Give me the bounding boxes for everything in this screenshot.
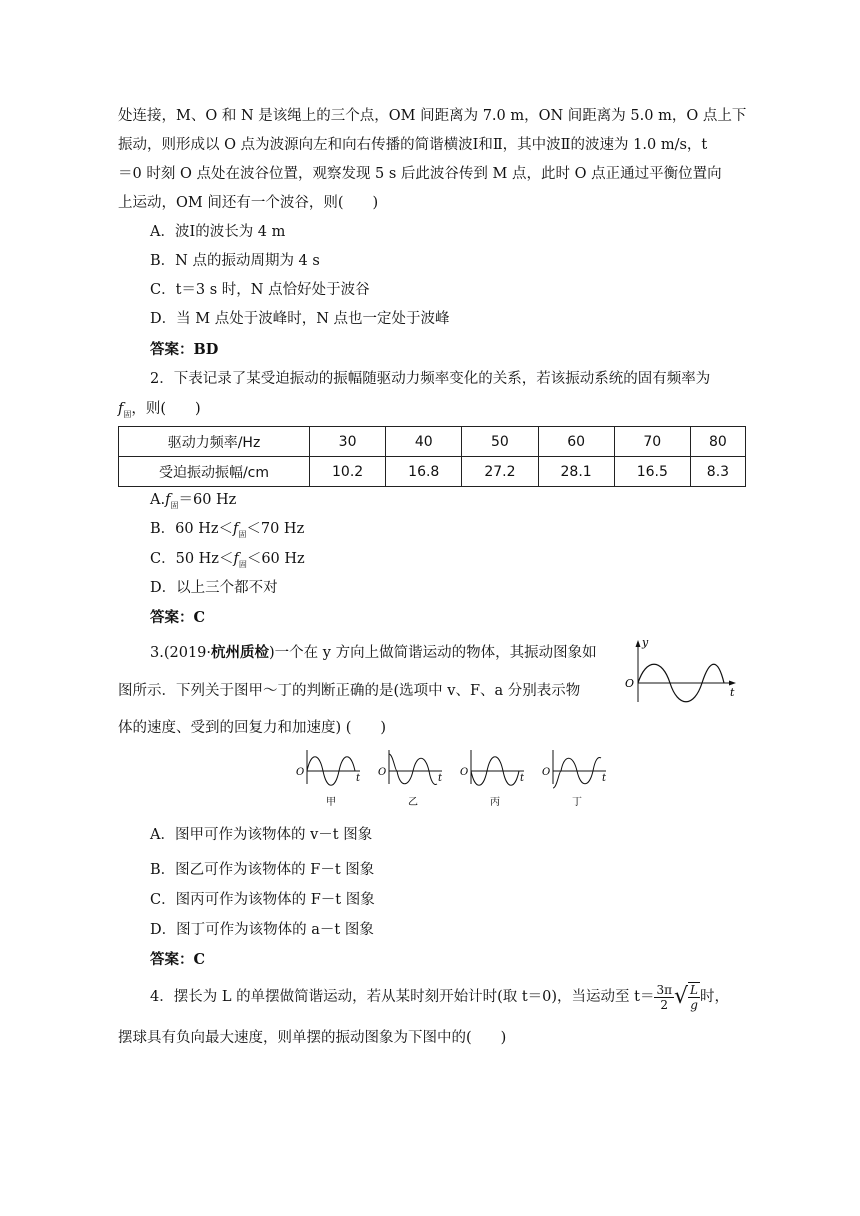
graph-bing bbox=[460, 750, 525, 808]
q3-source: 杭州质检 bbox=[211, 644, 270, 661]
t-axis-label: t bbox=[520, 773, 525, 784]
q2-option-b-label: B．60 Hz＜ bbox=[150, 521, 233, 537]
table-row bbox=[119, 427, 746, 457]
q2-option-a bbox=[150, 490, 236, 516]
fraction bbox=[654, 983, 674, 1012]
curve bbox=[389, 754, 437, 784]
y-axis-label: y bbox=[642, 636, 649, 649]
caption-yi: 乙 bbox=[408, 797, 418, 808]
q1-line-2: 振动，则形成以 O 点为波源向左和向右传播的简谐横波Ⅰ和Ⅱ，其中波Ⅱ的波速为 1.0 m/s，t bbox=[118, 137, 708, 153]
f-symbol: f bbox=[233, 521, 239, 537]
f-symbol: f bbox=[233, 551, 239, 567]
table-header-amplitude: 受迫振动振幅/cm bbox=[119, 457, 310, 487]
table-row bbox=[119, 457, 746, 487]
sqrt-sign: √ bbox=[674, 984, 689, 1009]
table-cell: 50 bbox=[462, 427, 538, 457]
q1-option-a: A．波Ⅰ的波长为 4 m bbox=[150, 224, 286, 240]
q2-option-a-label: A. bbox=[150, 492, 166, 508]
q2-answer: 答案：C bbox=[150, 609, 206, 626]
caption-bing: 丙 bbox=[490, 797, 500, 808]
q2-option-b bbox=[150, 519, 304, 545]
origin-label: O bbox=[296, 767, 305, 778]
t-axis-label: t bbox=[356, 773, 361, 784]
origin-label: O bbox=[542, 767, 551, 778]
f-subscript: 固 bbox=[170, 500, 179, 510]
t-axis-label: t bbox=[438, 773, 443, 784]
table-cell: 8.3 bbox=[690, 457, 745, 487]
q4-line-1-post: 时， bbox=[700, 989, 730, 1005]
table-cell: 28.1 bbox=[538, 457, 614, 487]
q3-line-3: 体的速度、受到的回复力和加速度) ( ) bbox=[118, 720, 387, 736]
q3-line-2: 图所示．下列关于图甲～丁的判断正确的是(选项中 v、F、a 分别表示物 bbox=[118, 683, 581, 699]
origin-label: O bbox=[378, 767, 387, 778]
table-cell: 10.2 bbox=[310, 457, 386, 487]
q2-option-d: D．以上三个都不对 bbox=[150, 580, 278, 596]
table-cell: 80 bbox=[690, 427, 745, 457]
table-cell: 27.2 bbox=[462, 457, 538, 487]
q2-line-1: 2．下表记录了某受迫振动的振幅随驱动力频率变化的关系，若该振动系统的固有频率为 bbox=[150, 371, 711, 387]
table-cell: 30 bbox=[310, 427, 386, 457]
q4-line-1 bbox=[150, 980, 729, 1014]
q1-option-c: C．t＝3 s 时，N 点恰好处于波谷 bbox=[150, 282, 370, 298]
y-axis-arrow bbox=[636, 640, 641, 647]
q2-option-b-rest: ＜70 Hz bbox=[246, 521, 305, 537]
q1-option-b: B．N 点的振动周期为 4 s bbox=[150, 253, 320, 269]
table-header-frequency: 驱动力频率/Hz bbox=[119, 427, 310, 457]
graph-ding bbox=[542, 750, 607, 808]
q2-option-c-label: C．50 Hz＜ bbox=[150, 551, 234, 567]
caption-ding: 丁 bbox=[572, 797, 582, 808]
q3-answer: 答案：C bbox=[150, 951, 206, 968]
table-cell: 70 bbox=[614, 427, 690, 457]
graph-yi bbox=[378, 750, 443, 808]
table-cell: 16.5 bbox=[614, 457, 690, 487]
sqrt-fraction bbox=[688, 982, 700, 1012]
q3-number: 3.(2019· bbox=[150, 645, 212, 661]
fraction-numerator: 3π bbox=[656, 982, 673, 997]
t-axis-arrow bbox=[729, 681, 736, 686]
origin-label: O bbox=[460, 767, 469, 778]
sqrt-numerator: L bbox=[690, 983, 699, 997]
q4-line-2: 摆球具有负向最大速度，则单摆的振动图象为下图中的( ) bbox=[118, 1030, 507, 1046]
q2-line-2 bbox=[118, 399, 201, 425]
t-axis-label: t bbox=[730, 686, 735, 699]
f-symbol: f bbox=[165, 492, 171, 508]
main-vibration-graph bbox=[618, 636, 743, 706]
q1-option-d: D．当 M 点处于波峰时，N 点也一定处于波峰 bbox=[150, 311, 450, 327]
caption-jia: 甲 bbox=[326, 797, 336, 808]
graph-jia bbox=[296, 750, 361, 808]
q2-option-c bbox=[150, 549, 305, 575]
table-cell: 16.8 bbox=[386, 457, 462, 487]
q2-f-subscript: 固 bbox=[123, 409, 132, 419]
fraction-denominator: 2 bbox=[660, 997, 669, 1012]
q2-line-2-rest: ，则( ) bbox=[131, 401, 201, 417]
q3-option-b: B．图乙可作为该物体的 F－t 图象 bbox=[150, 862, 375, 878]
f-subscript: 固 bbox=[238, 559, 247, 569]
table-cell: 40 bbox=[386, 427, 462, 457]
q3-option-a: A．图甲可作为该物体的 v－t 图象 bbox=[150, 827, 373, 843]
sqrt-denominator: g bbox=[690, 998, 698, 1012]
q3-line-1 bbox=[150, 643, 597, 663]
q2-option-a-rest: ＝60 Hz bbox=[178, 492, 237, 508]
amplitude-table bbox=[118, 426, 746, 487]
table-cell: 60 bbox=[538, 427, 614, 457]
t-axis-label: t bbox=[602, 773, 607, 784]
q1-line-1: 处连接，M、O 和 N 是该绳上的三个点，OM 间距离为 7.0 m，ON 间距离为 5.0 m，O 点上下 bbox=[118, 108, 747, 124]
q3-option-c: C．图丙可作为该物体的 F－t 图象 bbox=[150, 892, 375, 908]
q1-line-3: ＝0 时刻 O 点处在波谷位置，观察发现 5 s 后此波谷传到 M 点，此时 O 点正通过平衡位置向 bbox=[118, 166, 722, 182]
q2-f-symbol: f bbox=[118, 401, 124, 417]
origin-label: O bbox=[625, 677, 635, 690]
q2-option-c-rest: ＜60 Hz bbox=[246, 551, 305, 567]
q4-line-1-text: 4．摆长为 L 的单摆做简谐运动，若从某时刻开始计时(取 t＝0)，当运动至 t＝ bbox=[150, 989, 655, 1005]
f-subscript: 固 bbox=[238, 529, 247, 539]
option-graphs bbox=[294, 744, 614, 814]
q1-answer: 答案：BD bbox=[150, 341, 219, 358]
q3-line-1-rest: )一个在 y 方向上做简谐运动的物体，其振动图象如 bbox=[269, 645, 597, 661]
curve bbox=[553, 758, 601, 788]
q3-option-d: D．图丁可作为该物体的 a－t 图象 bbox=[150, 922, 374, 938]
q1-line-4: 上运动，OM 间还有一个波谷，则( ) bbox=[118, 195, 379, 211]
